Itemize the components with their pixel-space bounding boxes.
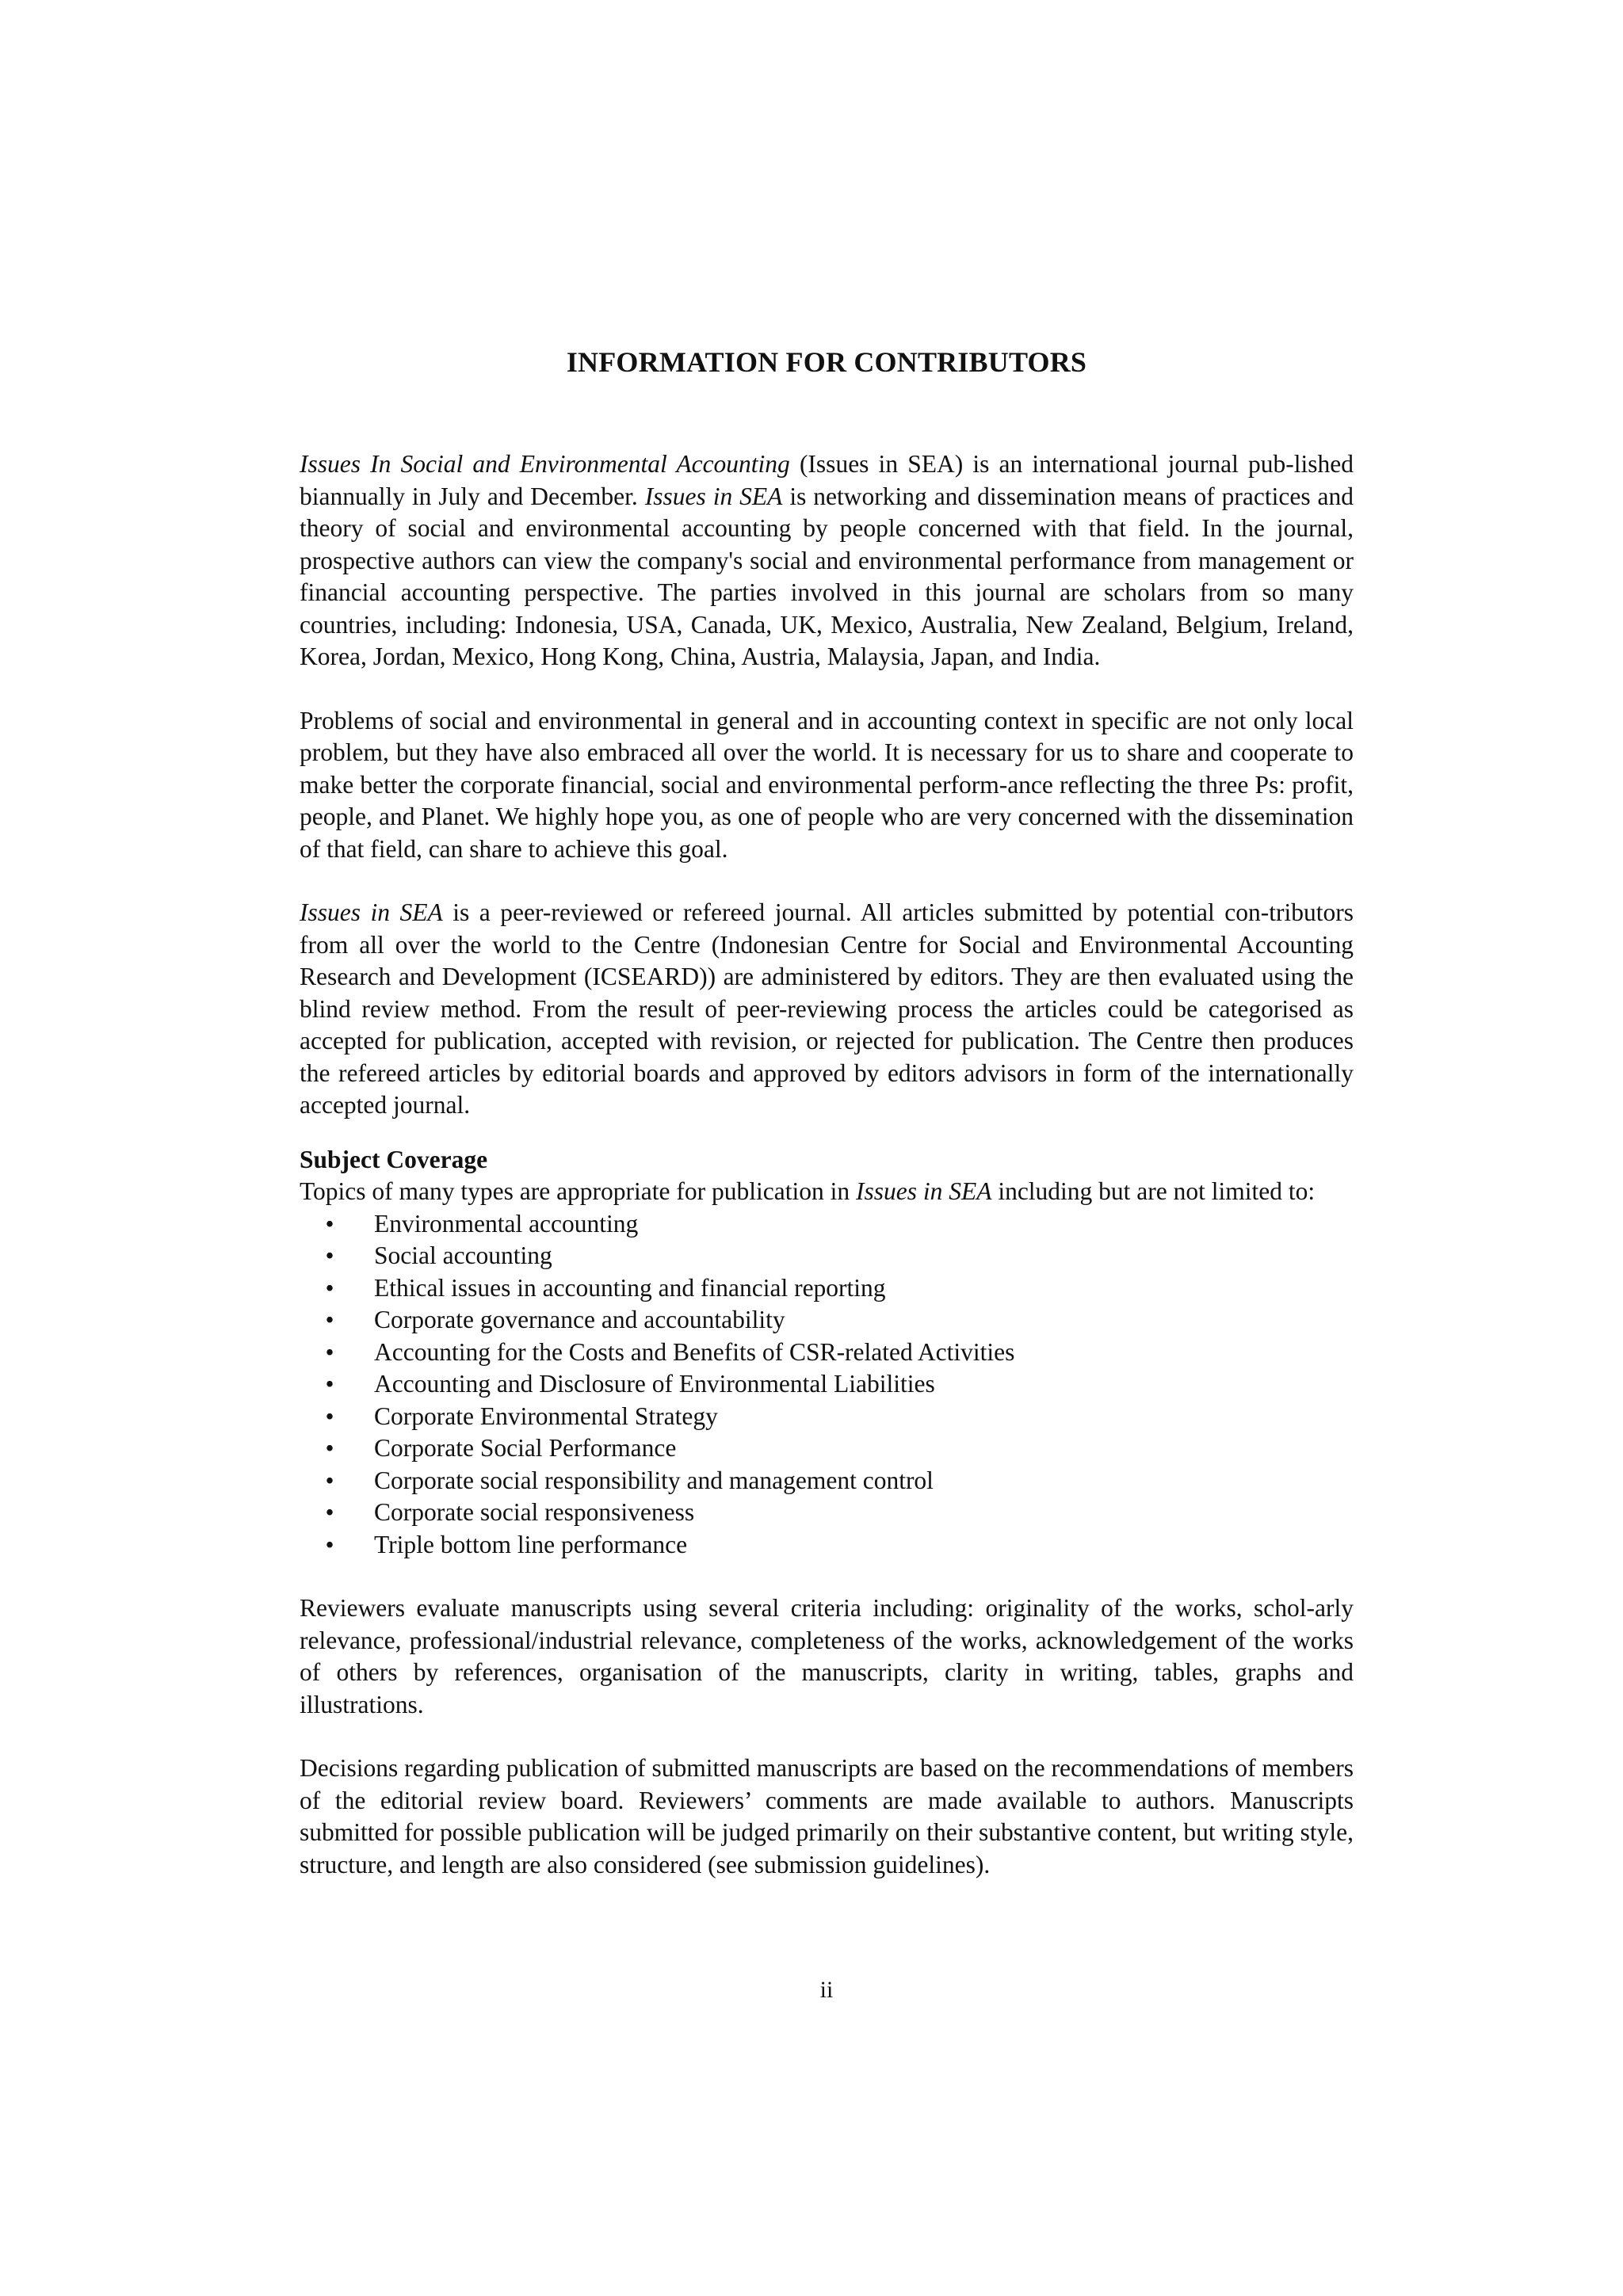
paragraph-text: Topics of many types are appropriate for publication in: [300, 1177, 856, 1205]
bullet-icon: •: [325, 1306, 334, 1333]
bullet-icon: •: [325, 1370, 334, 1398]
list-item: • Triple bottom line performance: [300, 1529, 1354, 1562]
list-item: • Corporate social responsiveness: [300, 1497, 1354, 1529]
peer-review-paragraph: [300, 897, 1354, 1122]
list-item: • Environmental accounting: [300, 1208, 1354, 1241]
bullet-icon: •: [325, 1530, 334, 1558]
journal-abbrev-italic: Issues in SEA: [644, 482, 783, 510]
bullet-icon: •: [325, 1466, 334, 1494]
bullet-icon: •: [325, 1209, 334, 1238]
intro-paragraph: [300, 448, 1354, 673]
list-item: • Corporate governance and accountability: [300, 1304, 1354, 1337]
journal-name-italic: Issues In Social and Environmental Accounting: [300, 450, 790, 478]
bullet-icon: •: [325, 1434, 334, 1462]
subject-list: [300, 1208, 1354, 1562]
page-number: ii: [819, 1977, 834, 2003]
paragraph-text: including but are not limited to:: [991, 1177, 1316, 1205]
bullet-icon: •: [325, 1241, 334, 1269]
page-title: INFORMATION FOR CONTRIBUTORS: [566, 346, 1087, 378]
list-item: • Corporate Social Performance: [300, 1432, 1354, 1465]
paragraph-text: (Issues in SEA) is an international journal pub-lished biannually in July and December.: [300, 450, 1354, 510]
subject-coverage-heading: Subject Coverage: [300, 1145, 488, 1173]
bullet-icon: •: [325, 1337, 334, 1366]
journal-abbrev-italic: Issues in SEA: [300, 898, 443, 926]
list-item: • Accounting for the Costs and Benefits of CSR-related Activities: [300, 1337, 1354, 1369]
bullet-icon: •: [325, 1498, 334, 1526]
list-item: • Ethical issues in accounting and financial reporting: [300, 1272, 1354, 1305]
document-body: [300, 448, 1354, 1881]
list-item: • Accounting and Disclosure of Environmental Liabilities: [300, 1368, 1354, 1401]
reviewers-paragraph: Reviewers evaluate manuscripts using several criteria including: originality of the works, schol-arly relevance, professional/industrial relevance, completeness of the works, acknowledgement of the works of others by references, organisation of the manuscripts, clarity in writing, tables, graphs and illustrations.: [300, 1594, 1354, 1718]
paragraph-text: is networking and dissemination means of practices and theory of social and environmental accounting by people concerned with that field. In the journal, prospective authors can view the company's social and environmental performance from management or financial accounting perspective. The parties involved in this journal are scholars from so many countries, including: Indonesia, USA, Canada, UK, Mexico, Australia, New Zealand, Belgium, Ireland, Korea, Jordan, Mexico, Hong Kong, China, Austria, Malaysia, Japan, and India.: [300, 482, 1354, 670]
subject-intro: [300, 1176, 1354, 1208]
problems-paragraph: Problems of social and environmental in general and in accounting context in specific are not only local problem, but they have also embraced all over the world. It is necessary for us to share and cooperate to make better the corporate financial, social and environmental perform-ance reflecting the three Ps: profit, people, and Planet. We highly hope you, as one of people who are very concerned with the dissemination of that field, can share to achieve this goal.: [300, 706, 1354, 863]
bullet-icon: •: [325, 1402, 334, 1430]
list-item: • Corporate social responsibility and management control: [300, 1465, 1354, 1497]
paragraph-text: is a peer-reviewed or refereed journal. All articles submitted by potential con-tributors from all over the world to the Centre (Indonesian Centre for Social and Environmental Accounting Research and Development (ICSEARD)) are administered by editors. They are then evaluated using the blind review method. From the result of peer-reviewing process the articles could be categorised as accepted for publication, accepted with revision, or rejected for publication. The Centre then produces the refereed articles by editorial boards and approved by editors advisors in form of the internationally accepted journal.: [300, 898, 1354, 1119]
bullet-icon: •: [325, 1273, 334, 1302]
journal-abbrev-italic: Issues in SEA: [855, 1177, 992, 1205]
decisions-paragraph: Decisions regarding publication of submitted manuscripts are based on the recommendations of members of the editorial review board. Reviewers’ comments are made available to authors. Manuscripts submitted for possible publication will be judged primarily on their substantive content, but writing style, structure, and length are also considered (see submission guidelines).: [300, 1754, 1354, 1878]
list-item: • Corporate Environmental Strategy: [300, 1401, 1354, 1433]
list-item: • Social accounting: [300, 1240, 1354, 1272]
